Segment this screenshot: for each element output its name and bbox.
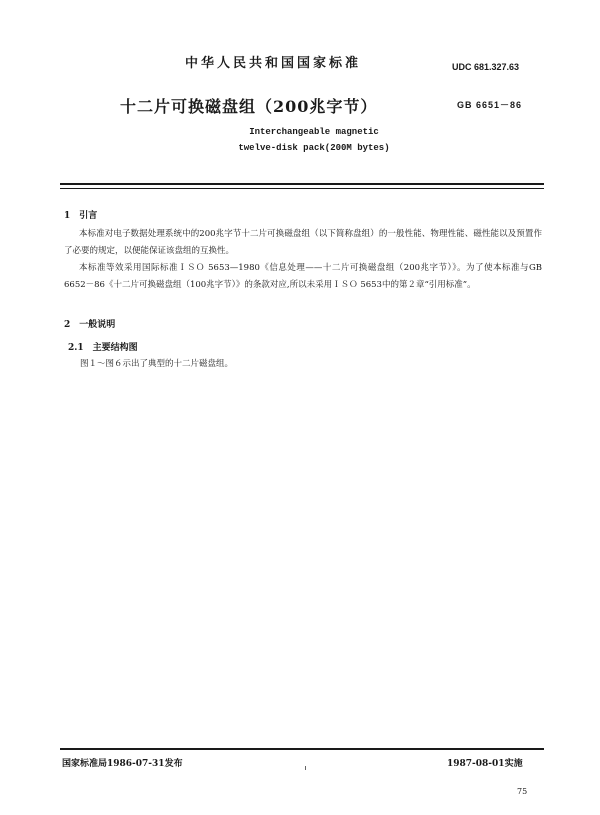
document-title-english-line1: Interchangeable magnetic bbox=[249, 127, 379, 137]
document-title-chinese: 十二片可换磁盘组（200兆字节） bbox=[120, 97, 378, 116]
section-2-heading: 2 一般说明 bbox=[64, 320, 116, 330]
footer-center-mark bbox=[305, 766, 306, 770]
standard-organization: 中华人民共和国国家标准 bbox=[185, 56, 362, 71]
section-2-1-heading: 2.1 主要结构图 bbox=[68, 343, 138, 353]
section-2-1-text: 图１～图６示出了典型的十二片磁盘组。 bbox=[80, 359, 234, 369]
section-1-paragraph-1: 本标准对电子数据处理系统中的200兆字节十二片可换磁盘组（以下简称盘组）的一般性能、物理性能、磁性能以及预置作了必要的规定，以便能保证该盘组的互换性。 bbox=[64, 229, 542, 256]
effective-date: 1987-08-01实施 bbox=[447, 759, 523, 769]
header-divider-thin bbox=[60, 188, 544, 189]
issue-date: 国家标准局1986-07-31发布 bbox=[62, 759, 183, 769]
udc-code: UDC 681.327.63 bbox=[452, 62, 520, 72]
footer-divider bbox=[60, 748, 544, 750]
header-divider-thick bbox=[60, 183, 544, 185]
document-title-english-line2: twelve-disk pack(200M bytes) bbox=[238, 143, 390, 153]
page-number: 75 bbox=[517, 787, 528, 796]
gb-standard-number: GB 6651－86 bbox=[457, 100, 523, 110]
section-1-paragraph-2: 本标准等效采用国际标准ＩＳＯ 5653—1980《信息处理——十二片可换磁盘组（200兆字节）》。为了使本标准与GB 6652－86《十二片可换磁盘组（100兆字节）》的条款对应,所以未采用ＩＳＯ 5653中的第２章“引用标准”。 bbox=[64, 263, 542, 290]
section-1-heading: 1 引言 bbox=[64, 211, 98, 221]
